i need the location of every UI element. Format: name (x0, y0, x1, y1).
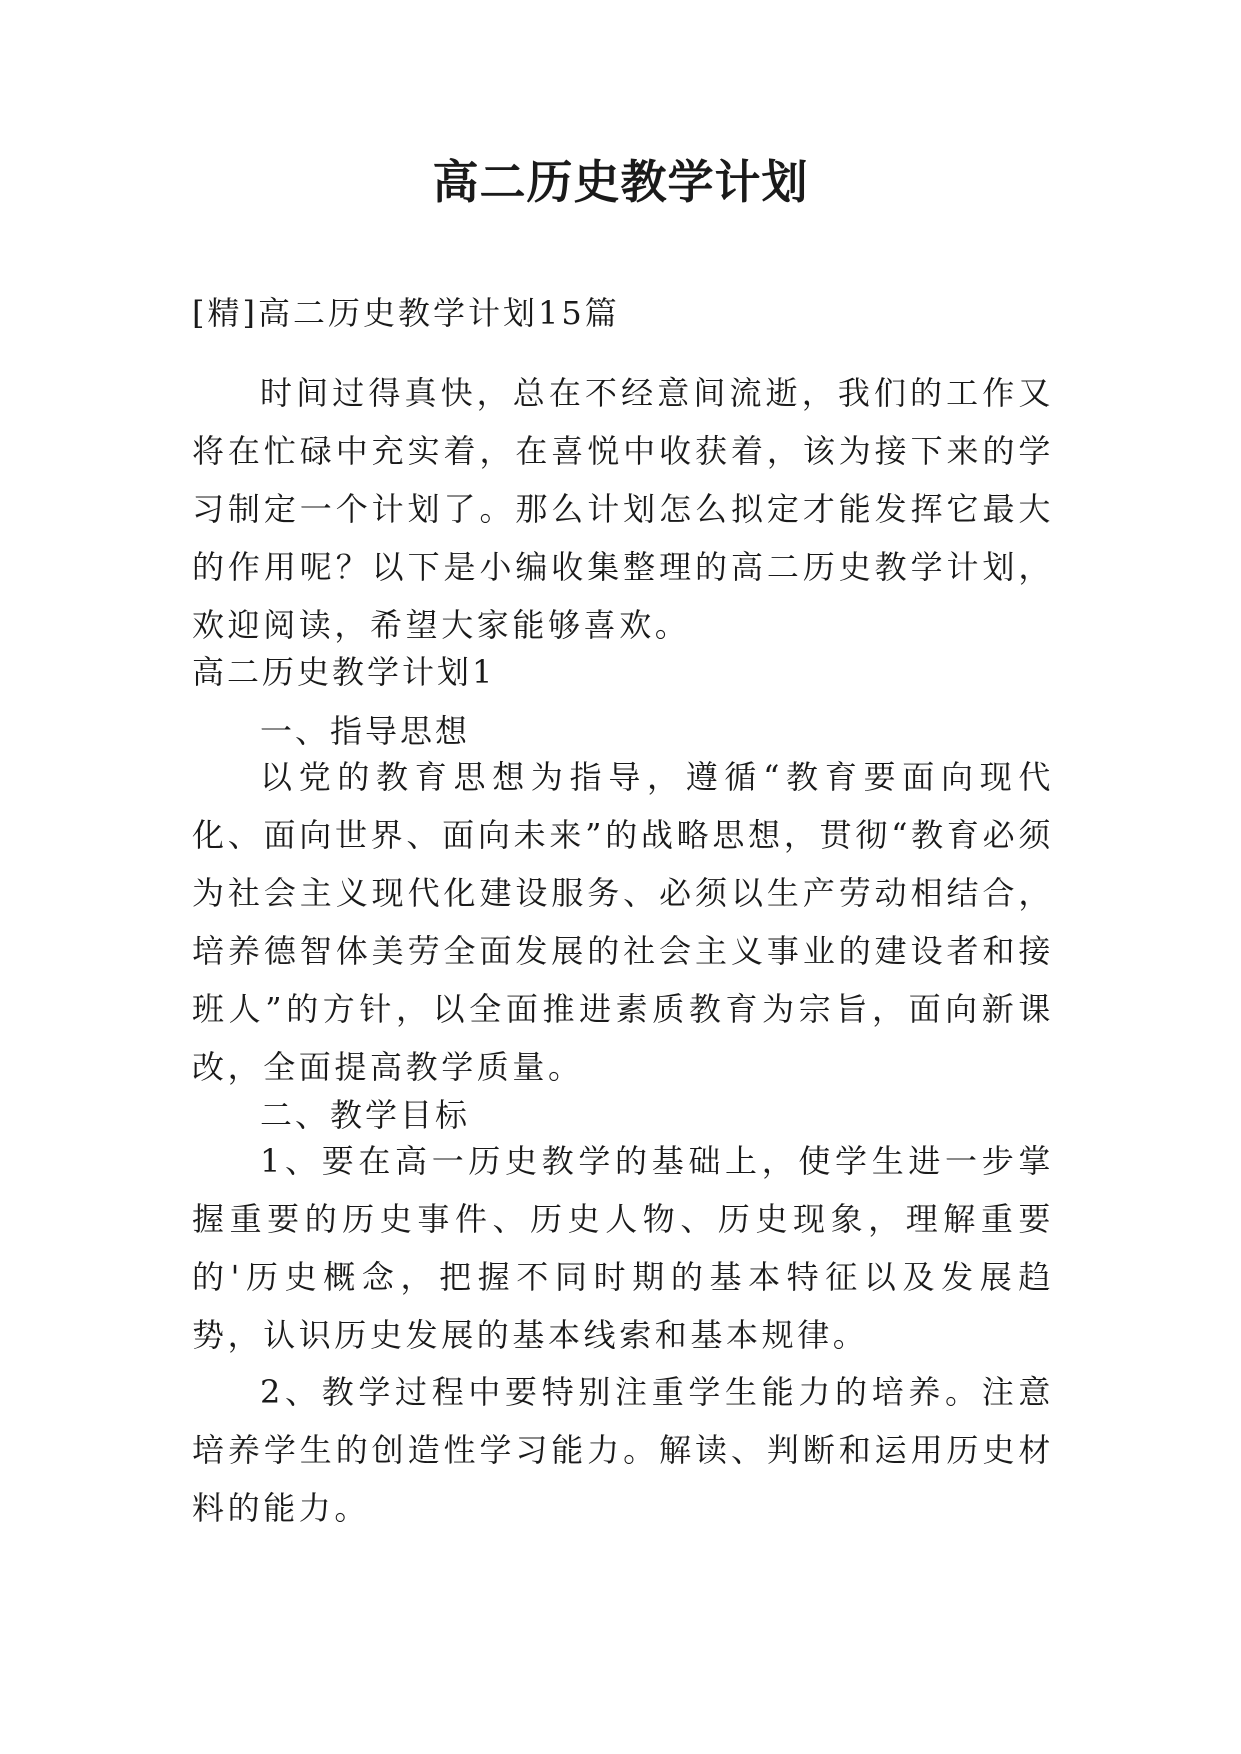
document-subtitle: [精]高二历史教学计划15篇 (192, 294, 620, 332)
document-title: 高二历史教学计划 (432, 155, 809, 209)
heading-teaching-goals: 二、教学目标 (260, 1096, 471, 1134)
teaching-goal-2-paragraph: 2、教学过程中要特别注重学生能力的培养。注意培养学生的创造性学习能力。解读、判断和运用历史材料的能力。 (192, 1373, 1054, 1527)
teaching-goal-1-paragraph: 1、要在高一历史教学的基础上，使学生进一步掌握重要的历史事件、历史人物、历史现象，理解重要的'历史概念，把握不同时期的基本特征以及发展趋势，认识历史发展的基本线索和基本规律。 (192, 1142, 1054, 1354)
section-title: 高二历史教学计划1 (192, 653, 496, 691)
guiding-ideology-paragraph: 以党的教育思想为指导，遵循“教育要面向现代化、面向世界、面向未来”的战略思想，贯彻“教育必须为社会主义现代化建设服务、必须以生产劳动相结合，培养德智体美劳全面发展的社会主义事业的建设者和接班人”的方针，以全面推进素质教育为宗旨，面向新课改，全面提高教学质量。 (192, 758, 1054, 1086)
heading-guiding-ideology: 一、指导思想 (260, 712, 471, 750)
intro-paragraph: 时间过得真快，总在不经意间流逝，我们的工作又将在忙碌中充实着，在喜悦中收获着，该为接下来的学习制定一个计划了。那么计划怎么拟定才能发挥它最大的作用呢？以下是小编收集整理的高二历史教学计划，欢迎阅读，希望大家能够喜欢。 (192, 374, 1054, 644)
